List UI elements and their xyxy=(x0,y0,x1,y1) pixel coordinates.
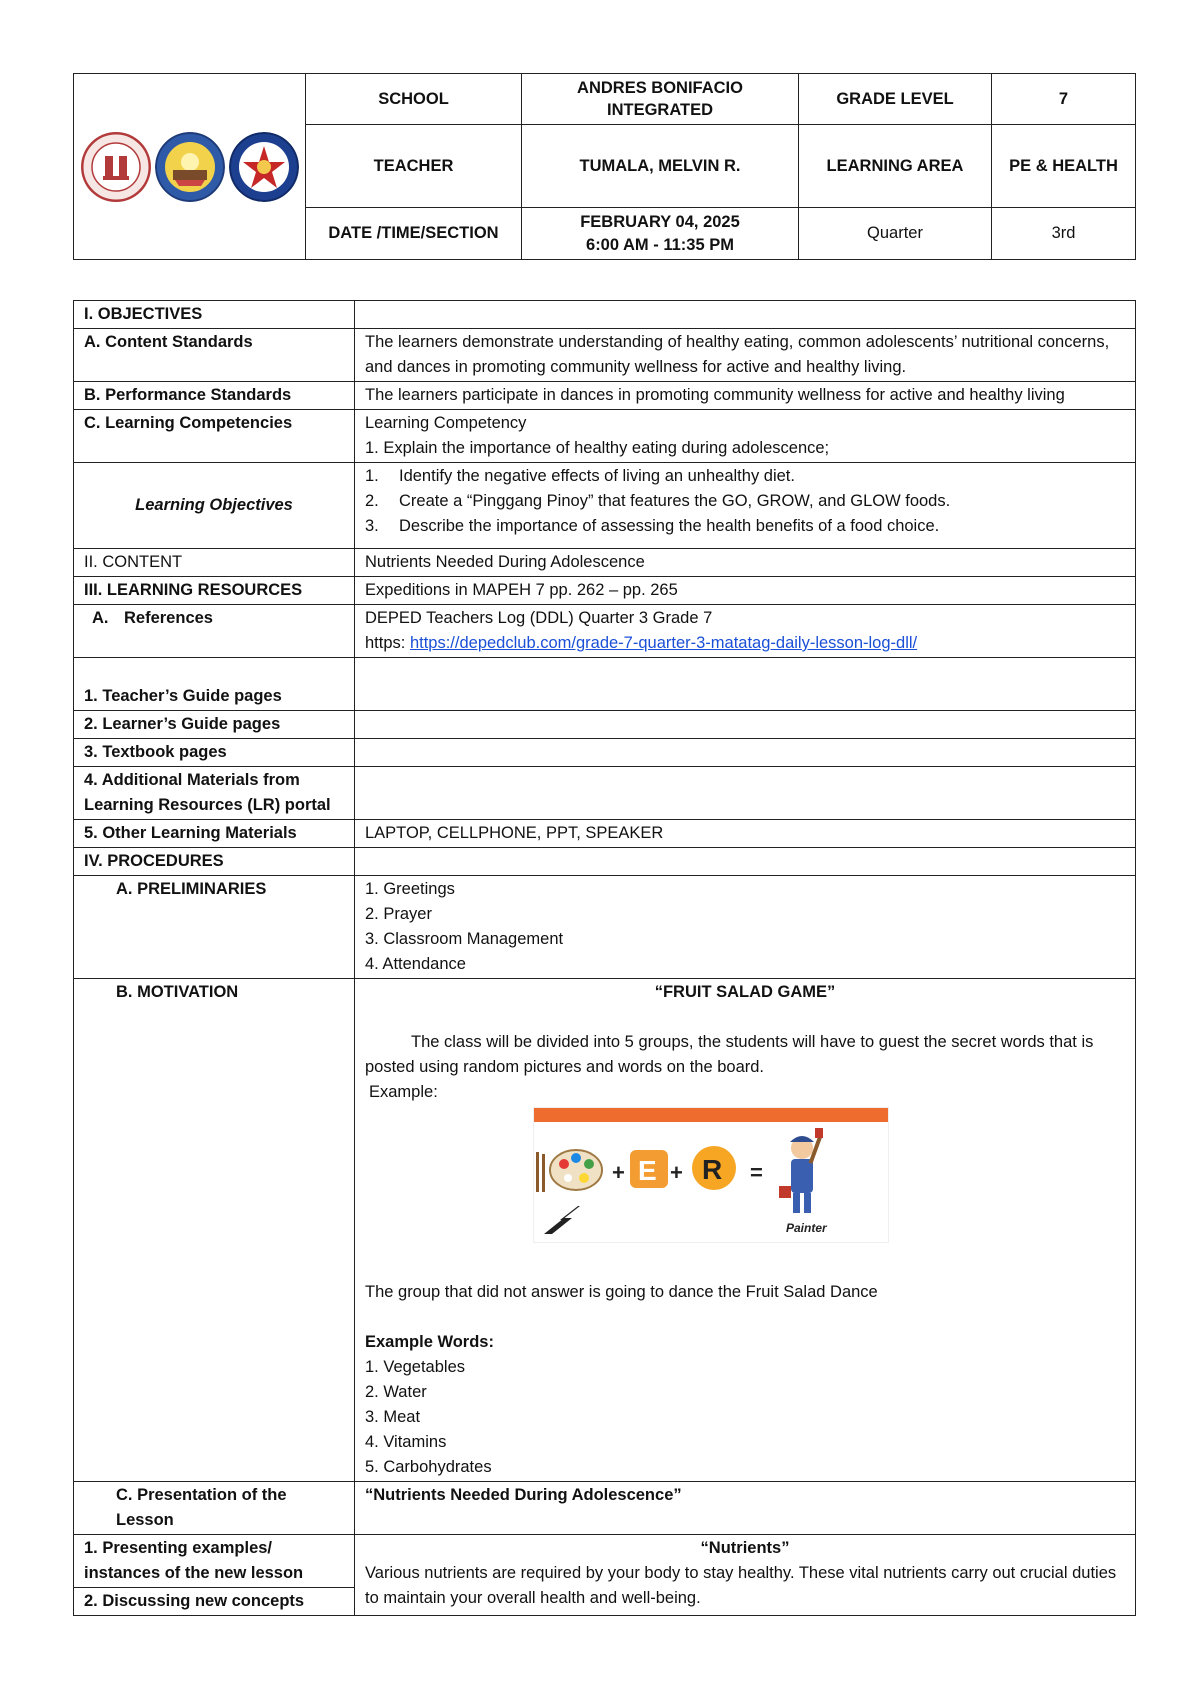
grade-level-value: 7 xyxy=(992,74,1136,125)
list-item: 3. Classroom Management xyxy=(365,930,564,948)
other-materials-label: 5. Other Learning Materials xyxy=(74,820,355,848)
svg-text:+: + xyxy=(670,1160,683,1185)
motivation-description: The class will be divided into 5 groups, the students will have to guest the secret words that is posted using random pictures and words on the board. xyxy=(365,1033,1094,1076)
objectives-section-label: I. OBJECTIVES xyxy=(74,301,355,329)
references-line1: DEPED Teachers Log (DDL) Quarter 3 Grade 7 xyxy=(365,609,713,627)
date-value-line1: FEBRUARY 04, 2025 xyxy=(580,213,740,232)
textbook-label: 3. Textbook pages xyxy=(74,739,355,767)
svg-text:=: = xyxy=(750,1160,763,1185)
learning-competencies-label: C. Learning Competencies xyxy=(74,410,355,463)
presenting-examples-label xyxy=(74,1535,355,1588)
painter-caption: Painter xyxy=(786,1221,827,1235)
additional-materials-value xyxy=(355,767,1136,820)
deped-seal-logo xyxy=(229,132,299,202)
textbook-value xyxy=(355,739,1136,767)
learners-guide-value xyxy=(355,711,1136,739)
learning-resources-value: Expeditions in MAPEH 7 pp. 262 – pp. 265 xyxy=(355,577,1136,605)
example-words-label: Example Words: xyxy=(365,1333,494,1351)
learning-objectives-cell xyxy=(355,463,1136,549)
teachers-guide-label: 1. Teacher’s Guide pages xyxy=(74,658,355,711)
nutrients-text: Various nutrients are required by your body to stay healthy. These vital nutrients carry out crucial duties to maintain your overall health and well-being. xyxy=(365,1564,1117,1607)
competency-heading: Learning Competency xyxy=(365,414,527,432)
nutrients-cell xyxy=(355,1535,1136,1616)
list-item: 3. Meat xyxy=(365,1408,421,1426)
learning-competencies-cell xyxy=(355,410,1136,463)
date-value-line2: 6:00 AM - 11:35 PM xyxy=(586,235,734,254)
header-table xyxy=(73,73,1136,260)
procedures-empty xyxy=(355,848,1136,876)
list-item: 4. Attendance xyxy=(365,955,466,973)
motivation-title: “FRUIT SALAD GAME” xyxy=(654,983,836,1001)
list-item: 4. Vitamins xyxy=(365,1433,447,1451)
school-label: SCHOOL xyxy=(306,74,522,125)
teacher-label: TEACHER xyxy=(306,125,522,208)
learning-area-value: PE & HEALTH xyxy=(992,125,1136,208)
list-item: 1. Identify the negative effects of living an unhealthy diet. xyxy=(365,467,795,485)
references-label xyxy=(74,605,355,658)
additional-materials-line1: 4. Additional Materials from xyxy=(84,771,300,789)
references-line2 xyxy=(365,631,1125,656)
teacher-value: TUMALA, MELVIN R. xyxy=(522,125,799,208)
performance-standards-label: B. Performance Standards xyxy=(74,382,355,410)
other-materials-value: LAPTOP, CELLPHONE, PPT, SPEAKER xyxy=(355,820,1136,848)
division-seal-logo xyxy=(81,132,151,202)
motivation-cell xyxy=(355,979,1136,1482)
date-label: DATE /TIME/SECTION xyxy=(306,208,522,260)
content-standards-text: The learners demonstrate understanding of healthy eating, common adolescents’ nutritional concerns, and dances in promoting community wellness for active and healthy living. xyxy=(355,329,1136,382)
example-label: Example: xyxy=(369,1083,438,1101)
learning-resources-label: III. LEARNING RESOURCES xyxy=(74,577,355,605)
lesson-plan-table xyxy=(73,300,1136,1616)
presenting-label-line1: 1. Presenting examples/ xyxy=(84,1539,273,1557)
references-num: A. xyxy=(92,609,109,627)
list-item: 2. Create a “Pinggang Pinoy” that features the GO, GROW, and GLOW foods. xyxy=(365,492,951,510)
svg-text:R: R xyxy=(702,1154,723,1185)
learning-area-label: LEARNING AREA xyxy=(799,125,992,208)
procedures-label: IV. PROCEDURES xyxy=(74,848,355,876)
svg-text:+: + xyxy=(612,1160,625,1185)
performance-standards-text: The learners participate in dances in promoting community wellness for active and healthy living xyxy=(355,382,1136,410)
date-value xyxy=(522,208,799,260)
preliminaries-label: A. PRELIMINARIES xyxy=(74,876,355,979)
presentation-label xyxy=(74,1482,355,1535)
preliminaries-cell xyxy=(355,876,1136,979)
list-item: 1. Vegetables xyxy=(365,1358,465,1376)
list-item: 1. Greetings xyxy=(365,880,455,898)
references-link[interactable]: https://depedclub.com/grade-7-quarter-3-matatag-daily-lesson-log-dll/ xyxy=(409,634,918,652)
school-value: ANDRES BONIFACIO INTEGRATED xyxy=(522,74,799,125)
school-seal-logo xyxy=(155,132,225,202)
list-item: 2. Water xyxy=(365,1383,427,1401)
additional-materials-line2: Learning Resources (LR) portal xyxy=(84,796,331,814)
motivation-label: B. MOTIVATION xyxy=(74,979,355,1482)
teachers-guide-value xyxy=(355,658,1136,711)
grade-level-label: GRADE LEVEL xyxy=(799,74,992,125)
references-text: References xyxy=(124,609,213,627)
list-item: 5. Carbohydrates xyxy=(365,1458,492,1476)
content-label: II. CONTENT xyxy=(74,549,355,577)
list-item: 2. Prayer xyxy=(365,905,432,923)
presenting-label-line2: instances of the new lesson xyxy=(84,1564,304,1582)
svg-text:E: E xyxy=(638,1155,657,1186)
logos-cell xyxy=(74,74,306,260)
learning-objectives-label: Learning Objectives xyxy=(74,463,355,549)
presentation-label-line2: Lesson xyxy=(116,1511,174,1529)
references-https: https: xyxy=(365,634,410,652)
content-value: Nutrients Needed During Adolescence xyxy=(355,549,1136,577)
additional-materials-label xyxy=(74,767,355,820)
group-dance-text: The group that did not answer is going to dance the Fruit Salad Dance xyxy=(365,1283,878,1301)
presentation-value: “Nutrients Needed During Adolescence” xyxy=(355,1482,1136,1535)
rebus-example-image xyxy=(533,1107,889,1243)
nutrients-title: “Nutrients” xyxy=(700,1539,790,1557)
competency-item: 1. Explain the importance of healthy eating during adolescence; xyxy=(365,439,830,457)
quarter-value: 3rd xyxy=(992,208,1136,260)
learners-guide-label: 2. Learner’s Guide pages xyxy=(74,711,355,739)
presentation-label-line1: C. Presentation of the xyxy=(116,1486,287,1504)
references-cell xyxy=(355,605,1136,658)
objectives-section-empty xyxy=(355,301,1136,329)
content-standards-label: A. Content Standards xyxy=(74,329,355,382)
list-item: 3. Describe the importance of assessing the health benefits of a food choice. xyxy=(365,517,940,535)
quarter-label: Quarter xyxy=(799,208,992,260)
discussing-label: 2. Discussing new concepts xyxy=(74,1588,355,1616)
learning-objectives-list xyxy=(365,464,1125,539)
